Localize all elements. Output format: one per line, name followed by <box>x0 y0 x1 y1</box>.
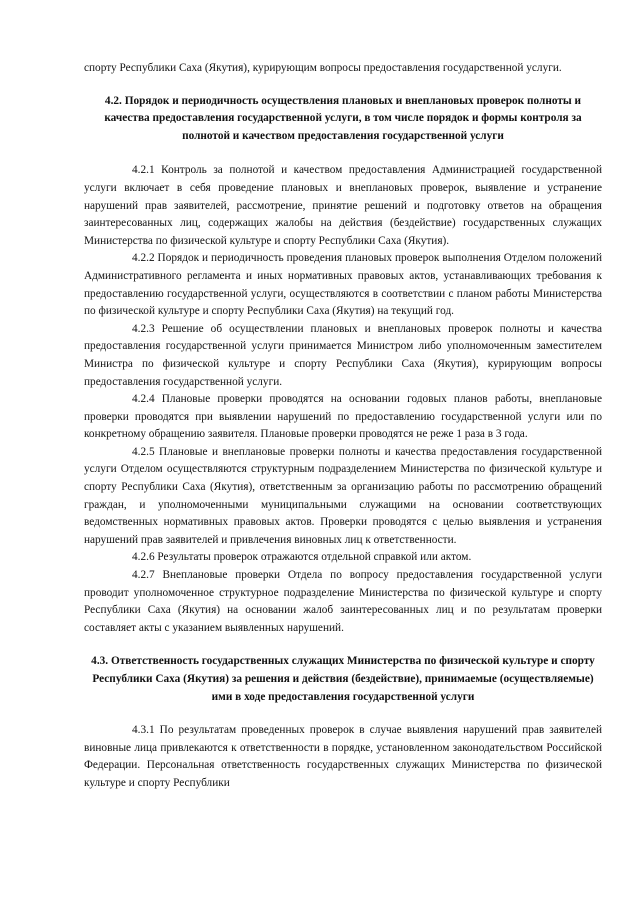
paragraph-4-2-2: 4.2.2 Порядок и периодичность проведения плановых проверок выполнения Отделом положений Административного регламента и иных нормативных правовых актов, устанавливающих требования к предоставлению государственной услуги, осуществляются в соответствии с планом работы Министерства по физической культуре и спорту Республики Саха (Якутия) на текущий год. <box>84 252 602 318</box>
paragraph-4-2-3: 4.2.3 Решение об осуществлении плановых и внеплановых проверок полноты и качества предоставления государственной услуги принимается Министром либо уполномоченным заместителем Министра по физической культуре и спорту Республики Саха (Якутия), курирующим вопросы предоставления государственной услуги. <box>84 322 602 388</box>
section-4-3-title: 4.3. Ответственность государственных служащих Министерства по физической культуре и спорту Республики Саха (Якутия) за решения и действия (бездействие), принимаемые (осуществляемые) ими в ходе предоставления государственной услуги <box>91 655 595 703</box>
paragraph-4-2-4: 4.2.4 Плановые проверки проводятся на основании годовых планов работы, внеплановые проверки проводятся при выявлении нарушений по предоставлению государственной услуги или по конкретному обращению заявителя. Плановые проверки проводятся не реже 1 раза в 3 года. <box>84 393 602 441</box>
section-4-2-title: 4.2. Порядок и периодичность осуществления плановых и внеплановых проверок полноты и качества предоставления государственной услуги, в том числе порядок и формы контроля за полнотой и качеством предоставления государственной услуги <box>104 94 582 142</box>
paragraph-4-2-1: 4.2.1 Контроль за полнотой и качеством предоставления Администрацией государственной услуги включает в себя проведение плановых и внеплановых проверок, выявление и устранение нарушений прав заявителей, рассмотрение, принятие решений и подготовку ответов на обращения заинтересованных лиц, содержащих жалобы на действия (бездействие) государственных служащих Министерства по физической культуре и спорту Республики Саха (Якутия). <box>84 164 602 247</box>
intro-paragraph: спорту Республики Саха (Якутия), курирующим вопросы предоставления государственной услуги. <box>84 62 562 74</box>
paragraph-4-2-6: 4.2.6 Результаты проверок отражаются отдельной справкой или актом. <box>132 551 472 564</box>
paragraph-4-2-5: 4.2.5 Плановые и внеплановые проверки полноты и качества предоставления государственной услуги Отделом осуществляются структурным подразделением Министерства по физической культуре и спорту Республики Саха (Якутия), ответственным за организацию работы по рассмотрению обращений граждан, и уполномоченными муниципальными служащими на основании соответствующих ведомственных нормативных правовых актов. Проверки проводятся с целью выявления и устранения нарушений прав заявителей и привлечения виновных лиц к ответственности. <box>84 445 602 546</box>
document-page <box>84 60 602 793</box>
paragraph-4-3-1: 4.3.1 По результатам проведенных проверок в случае выявления нарушений прав заявителей виновные лица привлекаются к ответственности в порядке, установленном законодательством Российской Федерации. Персональная ответственность государственных служащих Министерства по физической культуре и спорту Республики <box>84 724 602 789</box>
paragraph-4-2-7: 4.2.7 Внеплановые проверки Отдела по вопросу предоставления государственной услуги проводит уполномоченное структурное подразделение Министерства по физической культуре и спорту Республики Саха (Якутия) на основании жалоб заинтересованных лиц и по результатам проверки составляет акты с указанием выявленных нарушений. <box>84 569 602 634</box>
